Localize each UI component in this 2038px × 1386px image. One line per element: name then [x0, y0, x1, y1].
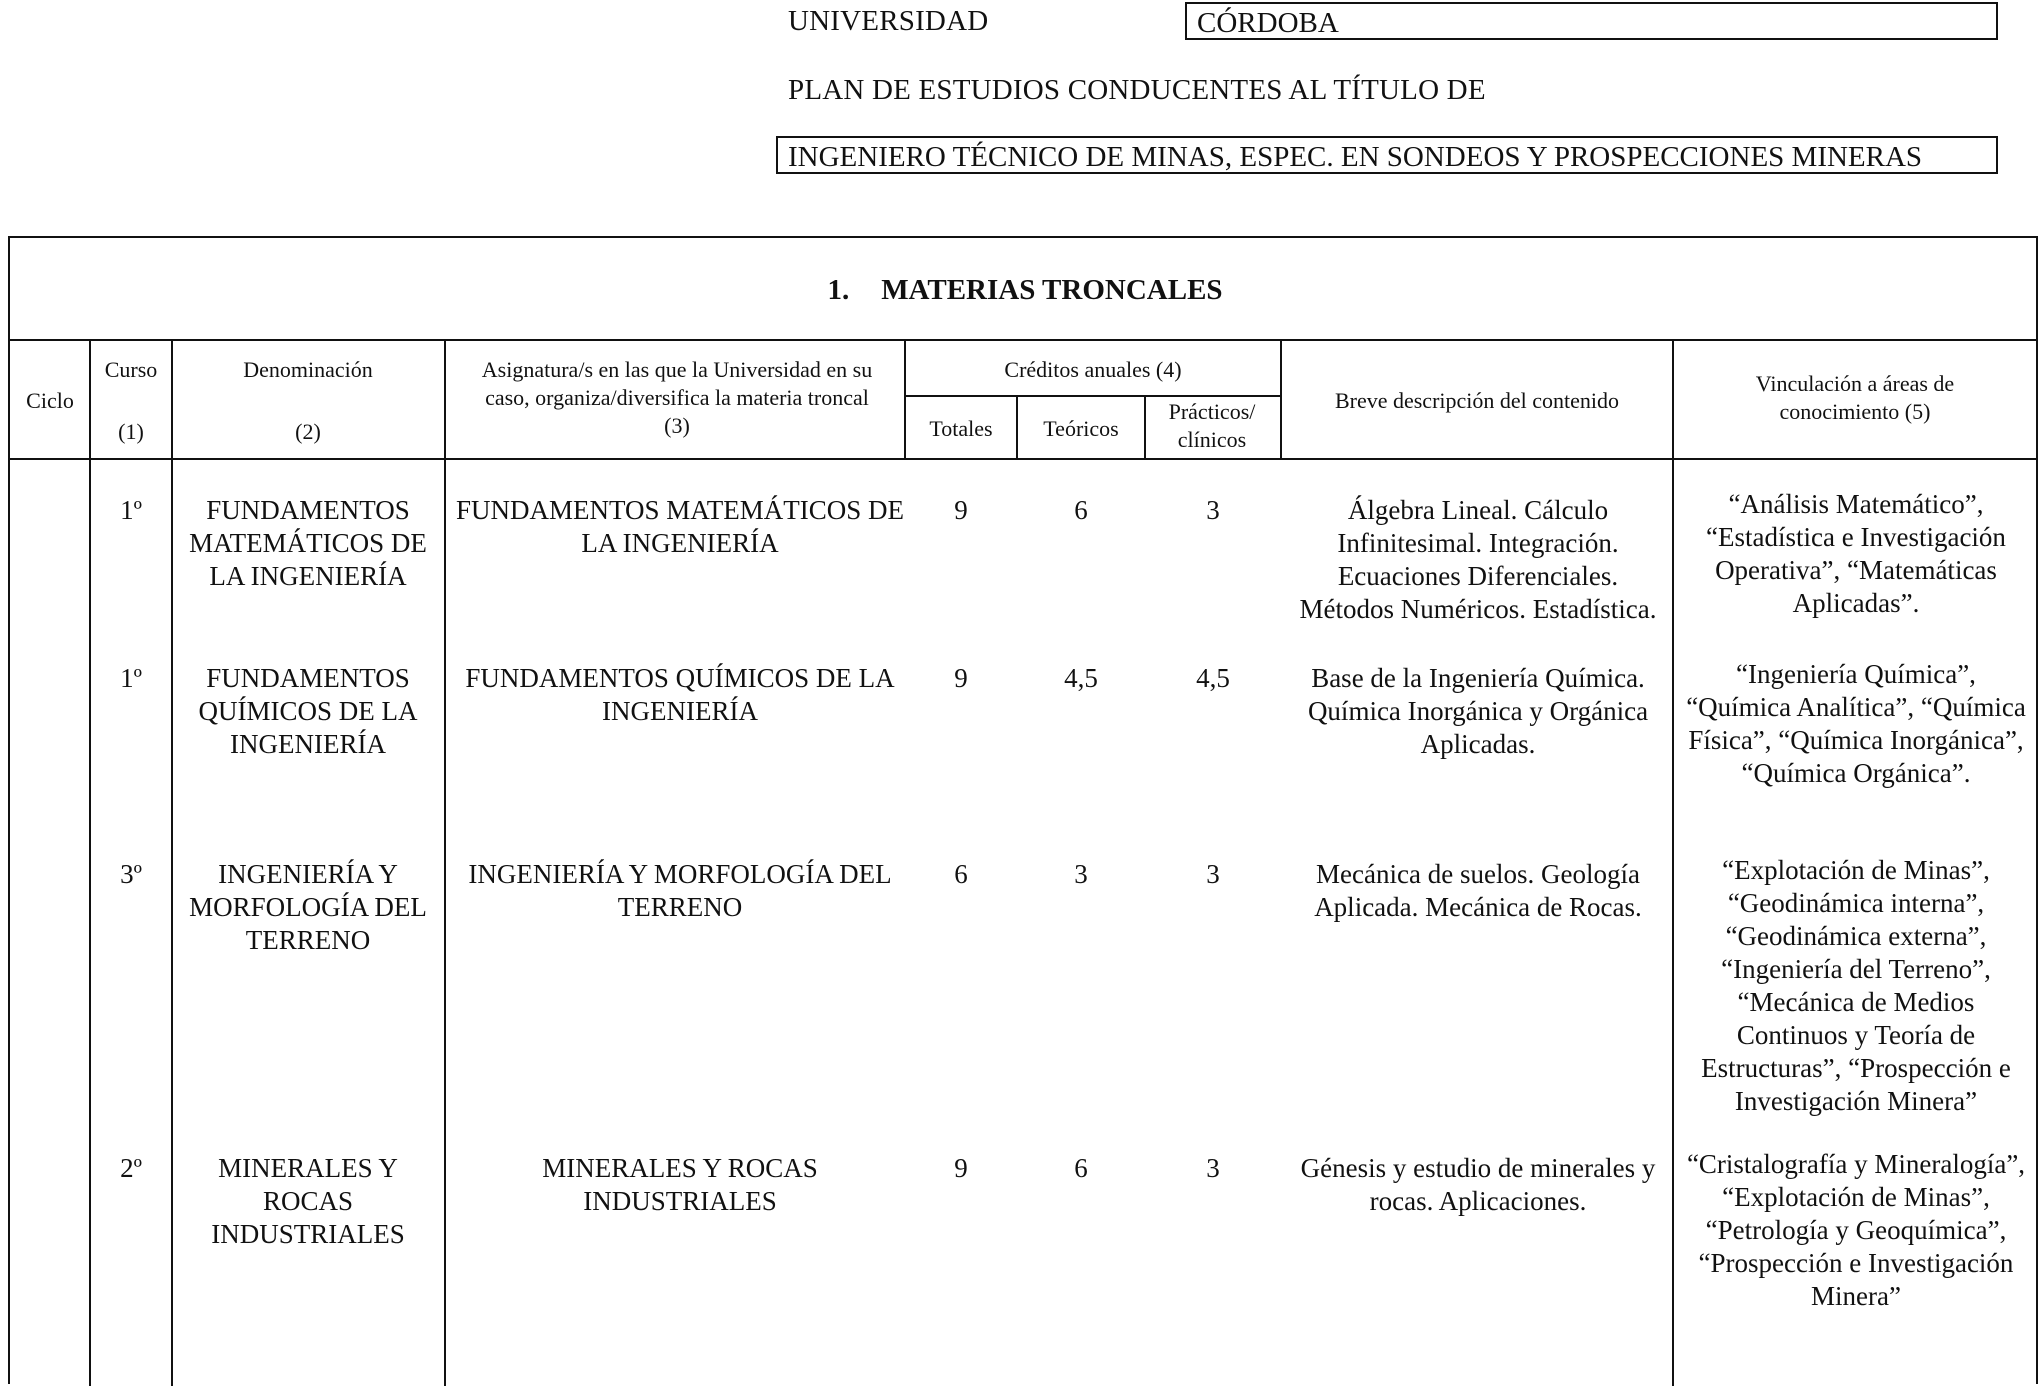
section-title [10, 274, 2038, 307]
row-4-curso: 2º [120, 1153, 142, 1183]
divider [10, 339, 2036, 341]
row-1-curso: 1º [120, 495, 142, 525]
col-vinculacion: Vinculación a áreas de conocimiento (5) [1755, 371, 1955, 424]
row-1-teoricos: 6 [1074, 495, 1088, 525]
col-denominacion-note: (2) [295, 419, 321, 444]
row-2-denominacion: FUNDAMENTOS QUÍMICOS DE LA INGENIERÍA [198, 663, 418, 759]
row-2-totales: 9 [954, 663, 968, 693]
universidad-value: CÓRDOBA [1197, 7, 1339, 39]
col-descripcion: Breve descripción del contenido [1334, 388, 1620, 413]
row-3-asignatura: INGENIERÍA Y MORFOLOGÍA DEL TERRENO [468, 859, 892, 922]
section-title-text: MATERIAS TRONCALES [881, 274, 1223, 306]
row-2-teoricos: 4,5 [1064, 663, 1098, 693]
row-4-descripcion: Génesis y estudio de minerales y rocas. Aplicaciones. [1300, 1153, 1656, 1216]
row-3-vinculacion: “Explotación de Minas”, “Geodinámica interna”, “Geodinámica externa”, “Ingeniería del Terreno”, “Mecánica de Medios Continuos y Teoría de Estructuras”, “Prospección e Investigación Minera” [1701, 855, 2011, 1116]
row-2-curso: 1º [120, 663, 142, 693]
row-2-asignatura: FUNDAMENTOS QUÍMICOS DE LA INGENIERÍA [465, 663, 895, 726]
row-3-descripcion: Mecánica de suelos. Geología Aplicada. Mecánica de Rocas. [1314, 859, 1642, 922]
col-totales: Totales [929, 416, 993, 441]
row-4-denominacion: MINERALES Y ROCAS INDUSTRIALES [211, 1153, 405, 1249]
universidad-field [1185, 2, 1998, 40]
col-creditos: Créditos anuales (4) [1004, 357, 1182, 382]
row-4-asignatura: MINERALES Y ROCAS INDUSTRIALES [542, 1153, 818, 1216]
row-4-teoricos: 6 [1074, 1153, 1088, 1183]
row-3-teoricos: 3 [1074, 859, 1088, 889]
col-curso-note: (1) [118, 419, 144, 444]
row-2-vinculacion: “Ingeniería Química”, “Química Analítica”, “Química Física”, “Química Inorgánica”, “Química Orgánica”. [1686, 659, 2026, 788]
col-curso: Curso [104, 357, 158, 382]
divider [444, 339, 446, 1386]
row-1-descripcion: Álgebra Lineal. Cálculo Infinitesimal. Integración. Ecuaciones Diferenciales. Métodos Numéricos. Estadística. [1299, 495, 1657, 624]
col-practicos: Prácticos/ clínicos [1168, 399, 1256, 452]
plan-label: PLAN DE ESTUDIOS CONDUCENTES AL TÍTULO DE [788, 74, 1486, 106]
col-teoricos: Teóricos [1043, 416, 1119, 441]
col-denominacion: Denominación [243, 357, 373, 382]
row-3-totales: 6 [954, 859, 968, 889]
row-3-practicos: 3 [1206, 859, 1220, 889]
row-2-practicos: 4,5 [1196, 663, 1230, 693]
row-2-descripcion: Base de la Ingeniería Química. Química Inorgánica y Orgánica Aplicadas. [1307, 663, 1649, 759]
divider [10, 458, 2036, 460]
col-ciclo: Ciclo [26, 388, 74, 413]
row-4-vinculacion: “Cristalografía y Mineralogía”, “Explotación de Minas”, “Petrología y Geoquímica”, “Prospección e Investigación Minera” [1686, 1149, 2026, 1311]
divider [904, 395, 1280, 397]
row-1-denominacion: FUNDAMENTOS MATEMÁTICOS DE LA INGENIERÍA [189, 495, 427, 591]
col-asignatura: Asignatura/s en las que la Universidad en su caso, organiza/diversifica la materia troncal (3) [481, 357, 873, 438]
row-4-totales: 9 [954, 1153, 968, 1183]
section-number: 1. [827, 274, 850, 306]
row-1-totales: 9 [954, 495, 968, 525]
materias-table [8, 236, 2038, 1384]
row-1-asignatura: FUNDAMENTOS MATEMÁTICOS DE LA INGENIERÍA [455, 495, 905, 558]
titulo-field [776, 136, 1998, 174]
row-3-curso: 3º [120, 859, 142, 889]
row-4-practicos: 3 [1206, 1153, 1220, 1183]
divider [1672, 339, 1674, 1386]
universidad-label: UNIVERSIDAD [788, 5, 989, 37]
row-3-denominacion: INGENIERÍA Y MORFOLOGÍA DEL TERRENO [189, 859, 427, 955]
row-1-practicos: 3 [1206, 495, 1220, 525]
divider [1144, 395, 1146, 460]
row-1-vinculacion: “Análisis Matemático”, “Estadística e Investigación Operativa”, “Matemáticas Aplicadas”. [1706, 489, 2006, 618]
titulo-value: INGENIERO TÉCNICO DE MINAS, ESPEC. EN SONDEOS Y PROSPECCIONES MINERAS [788, 141, 1923, 173]
